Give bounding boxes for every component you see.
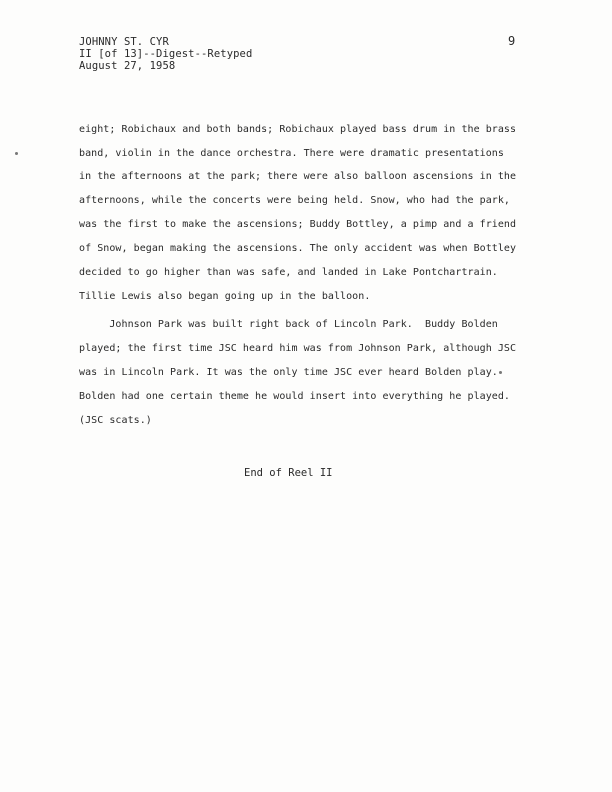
text-line: afternoons, while the concerts were being held. Snow, who had the park, (79, 195, 511, 206)
text-line: Bolden had one certain theme he would insert into everything he played. (79, 391, 511, 402)
scan-speck (499, 371, 502, 374)
text-line: decided to go higher than was safe, and landed in Lake Pontchartrain. (79, 267, 498, 278)
end-of-reel-label: End of Reel II (244, 467, 333, 479)
text-line: in the afternoons at the park; there were also balloon ascensions in the (79, 171, 517, 182)
text-line: played; the first time JSC heard him was from Johnson Park, although JSC (79, 343, 517, 354)
text-line: of Snow, began making the ascensions. The only accident was when Bottley (79, 243, 517, 254)
scan-speck (15, 152, 18, 155)
text-line: was in Lincoln Park. It was the only time JSC ever heard Bolden play. (79, 367, 498, 378)
header-interviewee: JOHNNY ST. CYR (79, 36, 169, 48)
text-line: eight; Robichaux and both bands; Robichaux played bass drum in the brass (79, 124, 517, 135)
header-date: August 27, 1958 (79, 60, 176, 72)
document-header (79, 36, 252, 72)
text-line: band, violin in the dance orchestra. There were dramatic presentations (79, 148, 504, 159)
text-line: was the first to make the ascensions; Buddy Bottley, a pimp and a friend (79, 219, 517, 230)
page-number: 9 (508, 34, 516, 48)
text-line: (JSC scats.) (79, 415, 152, 426)
header-reel-info: II [of 13]--Digest--Retyped (79, 48, 253, 60)
text-line: Tillie Lewis also began going up in the balloon. (79, 291, 371, 302)
text-line: Johnson Park was built right back of Lincoln Park. Buddy Bolden (79, 319, 498, 330)
